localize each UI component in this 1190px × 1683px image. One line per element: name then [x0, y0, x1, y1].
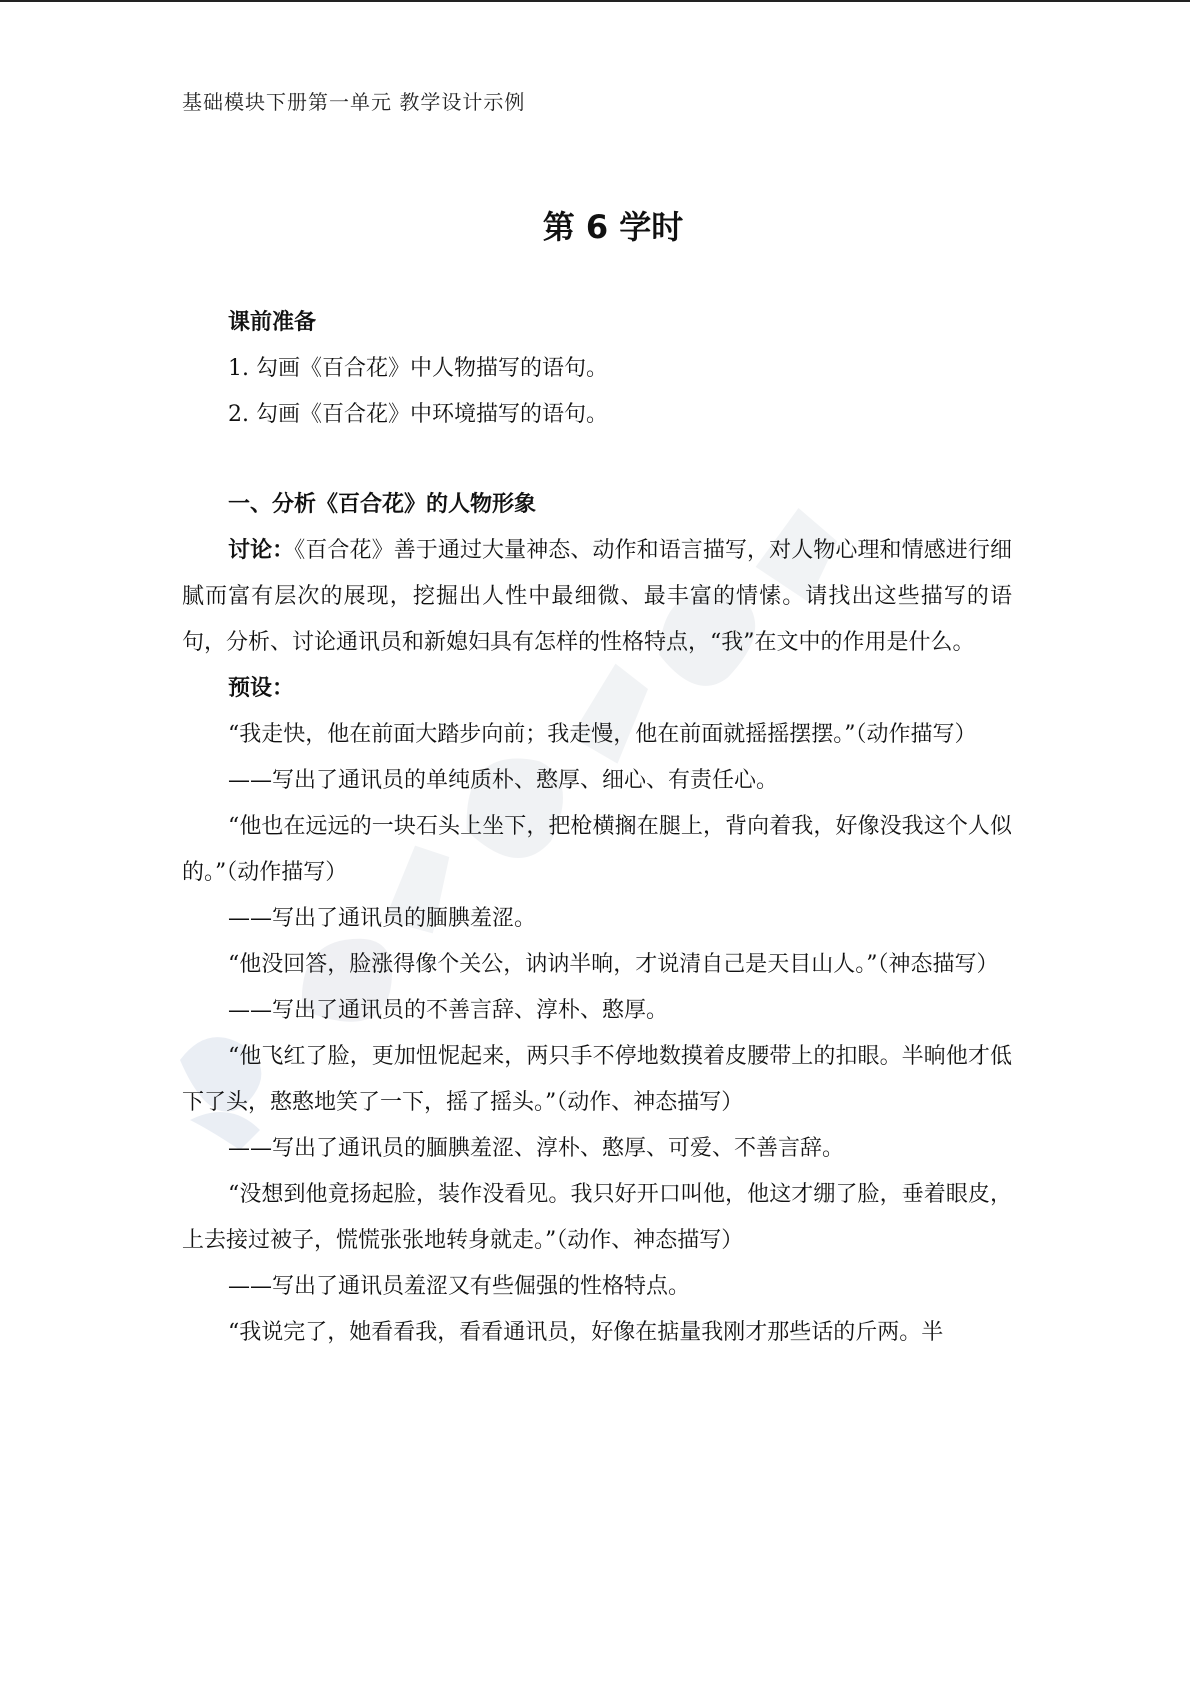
preparation-item: 2. 勾画《百合花》中环境描写的语句。: [228, 402, 608, 427]
quote-paragraph: “我走快，他在前面大踏步向前；我走慢，他在前面就摇摇摆摆。”（动作描写）: [228, 722, 977, 747]
quote-paragraph: “他飞红了脸，更加忸怩起来，两只手不停地数摸着皮腰带上的扣眼。半晌他才低下了头，憨憨地笑了一下，摇了摇头。”（动作、神态描写）: [182, 1044, 1012, 1115]
preparation-heading: 课前准备: [228, 310, 317, 335]
page-title: 第 6 学时: [542, 208, 684, 246]
discussion-paragraph: [182, 528, 1012, 666]
discussion-text: 《百合花》善于通过大量神态、动作和语言描写，对人物心理和情感进行细腻而富有层次的展现，挖掘出人性中最细微、最丰富的情愫。请找出这些描写的语句，分析、讨论通讯员和新媳妇具有怎样的性格特点，“我”在文中的作用是什么。: [182, 538, 1012, 655]
analysis-line: ——写出了通讯员的腼腆羞涩。: [228, 906, 537, 931]
quote-paragraph: “他也在远远的一块石头上坐下，把枪横搁在腿上，背向着我，好像没我这个人似的。”（动作描写）: [182, 814, 1012, 885]
analysis-line: ——写出了通讯员的不善言辞、淳朴、憨厚。: [228, 998, 669, 1023]
section-heading: 一、分析《百合花》的人物形象: [228, 492, 537, 517]
preparation-item: 1. 勾画《百合花》中人物描写的语句。: [228, 356, 608, 381]
top-border-rule: [0, 0, 1190, 2]
preset-label: 预设：: [228, 676, 295, 701]
discussion-label: 讨论：: [228, 538, 295, 563]
analysis-line: ——写出了通讯员的单纯质朴、憨厚、细心、有责任心。: [228, 768, 779, 793]
analysis-line: ——写出了通讯员的腼腆羞涩、淳朴、憨厚、可爱、不善言辞。: [228, 1136, 845, 1161]
analysis-line: ——写出了通讯员羞涩又有些倔强的性格特点。: [228, 1274, 691, 1299]
quote-paragraph: “他没回答，脸涨得像个关公，讷讷半晌，才说清自己是天目山人。”（神态描写）: [228, 952, 999, 977]
main-content: [182, 300, 1012, 1356]
quote-paragraph-continued: “我说完了，她看看我，看看通讯员，好像在掂量我刚才那些话的斤两。半: [228, 1320, 944, 1345]
quote-paragraph: “没想到他竟扬起脸，装作没看见。我只好开口叫他，他这才绷了脸，垂着眼皮，上去接过被子，慌慌张张地转身就走。”（动作、神态描写）: [182, 1182, 1012, 1253]
running-header: 基础模块下册第一单元 教学设计示例: [182, 90, 526, 114]
